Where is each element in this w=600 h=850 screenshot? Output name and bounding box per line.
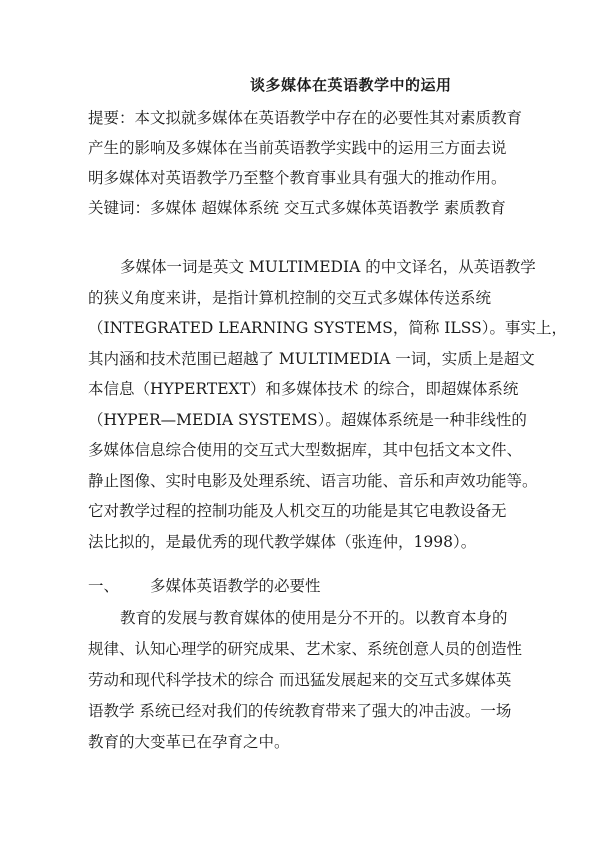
paragraph-line: 语教学 系统已经对我们的传统教育带来了强大的冲击波。一场 — [88, 702, 512, 720]
paragraph-line: 教育的大变革已在孕育之中。 — [88, 733, 290, 751]
keywords-line: 关键词：多媒体 超媒体系统 交互式多媒体英语教学 素质教育 — [88, 199, 506, 217]
abstract-block — [88, 103, 523, 223]
paragraph-line: 法比拟的，是最优秀的现代教学媒体（张连仲，1998）。 — [88, 532, 477, 551]
paragraph-line: 规律、认知心理学的研究成果、艺术家、系统创意人员的创造性 — [88, 640, 523, 658]
paragraph-line: 它对教学过程的控制功能及人机交互的功能是其它电教设备无 — [88, 502, 507, 520]
paragraph-line: （HYPER—MEDIA SYSTEMS）。超媒体系统是一种非线性的 — [88, 410, 527, 429]
intro-paragraph — [88, 252, 567, 557]
section-number: 一、 — [88, 577, 120, 595]
section-heading — [88, 571, 520, 602]
paragraph-line: 教育的发展与教育媒体的使用是分不开的。以教育本身的 — [120, 609, 508, 627]
document-title: 谈多媒体在英语教学中的运用 — [250, 76, 452, 94]
section-title: 多媒体英语教学的必要性 — [150, 577, 321, 595]
paragraph-line: （INTEGRATED LEARNING SYSTEMS，简称 ILSS）。事实上， — [88, 319, 567, 337]
necessity-paragraph — [88, 603, 523, 758]
abstract-line: 明多媒体对英语教学乃至整个教育事业具有强大的推动作用。 — [88, 169, 507, 187]
paragraph-line: 多媒体信息综合使用的交互式大型数据库，其中包括文本文件、 — [88, 441, 523, 459]
paragraph-line: 的狭义角度来讲，是指计算机控制的交互式多媒体传送系统 — [88, 288, 492, 307]
paragraph-line: 其内涵和技术范围已超越了 MULTIMEDIA 一词，实质上是超文 — [88, 349, 535, 368]
abstract-line: 产生的影响及多媒体在当前英语教学实践中的运用三方面去说 — [88, 139, 507, 157]
paragraph-line: 劳动和现代科学技术的综合 而迅猛发展起来的交互式多媒体英 — [88, 671, 512, 689]
paragraph-line: 多媒体一词是英文 MULTIMEDIA 的中文译名，从英语教学 — [120, 258, 536, 276]
abstract-line: 提要：本文拟就多媒体在英语教学中存在的必要性其对素质教育 — [88, 109, 523, 127]
section-heading-line — [88, 571, 520, 602]
paragraph-line: 静止图像、实时电影及处理系统、语言功能、音乐和声效功能等。 — [88, 471, 538, 490]
paragraph-line: 本信息（HYPERTEXT）和多媒体技术 的综合，即超媒体系统 — [88, 380, 519, 398]
